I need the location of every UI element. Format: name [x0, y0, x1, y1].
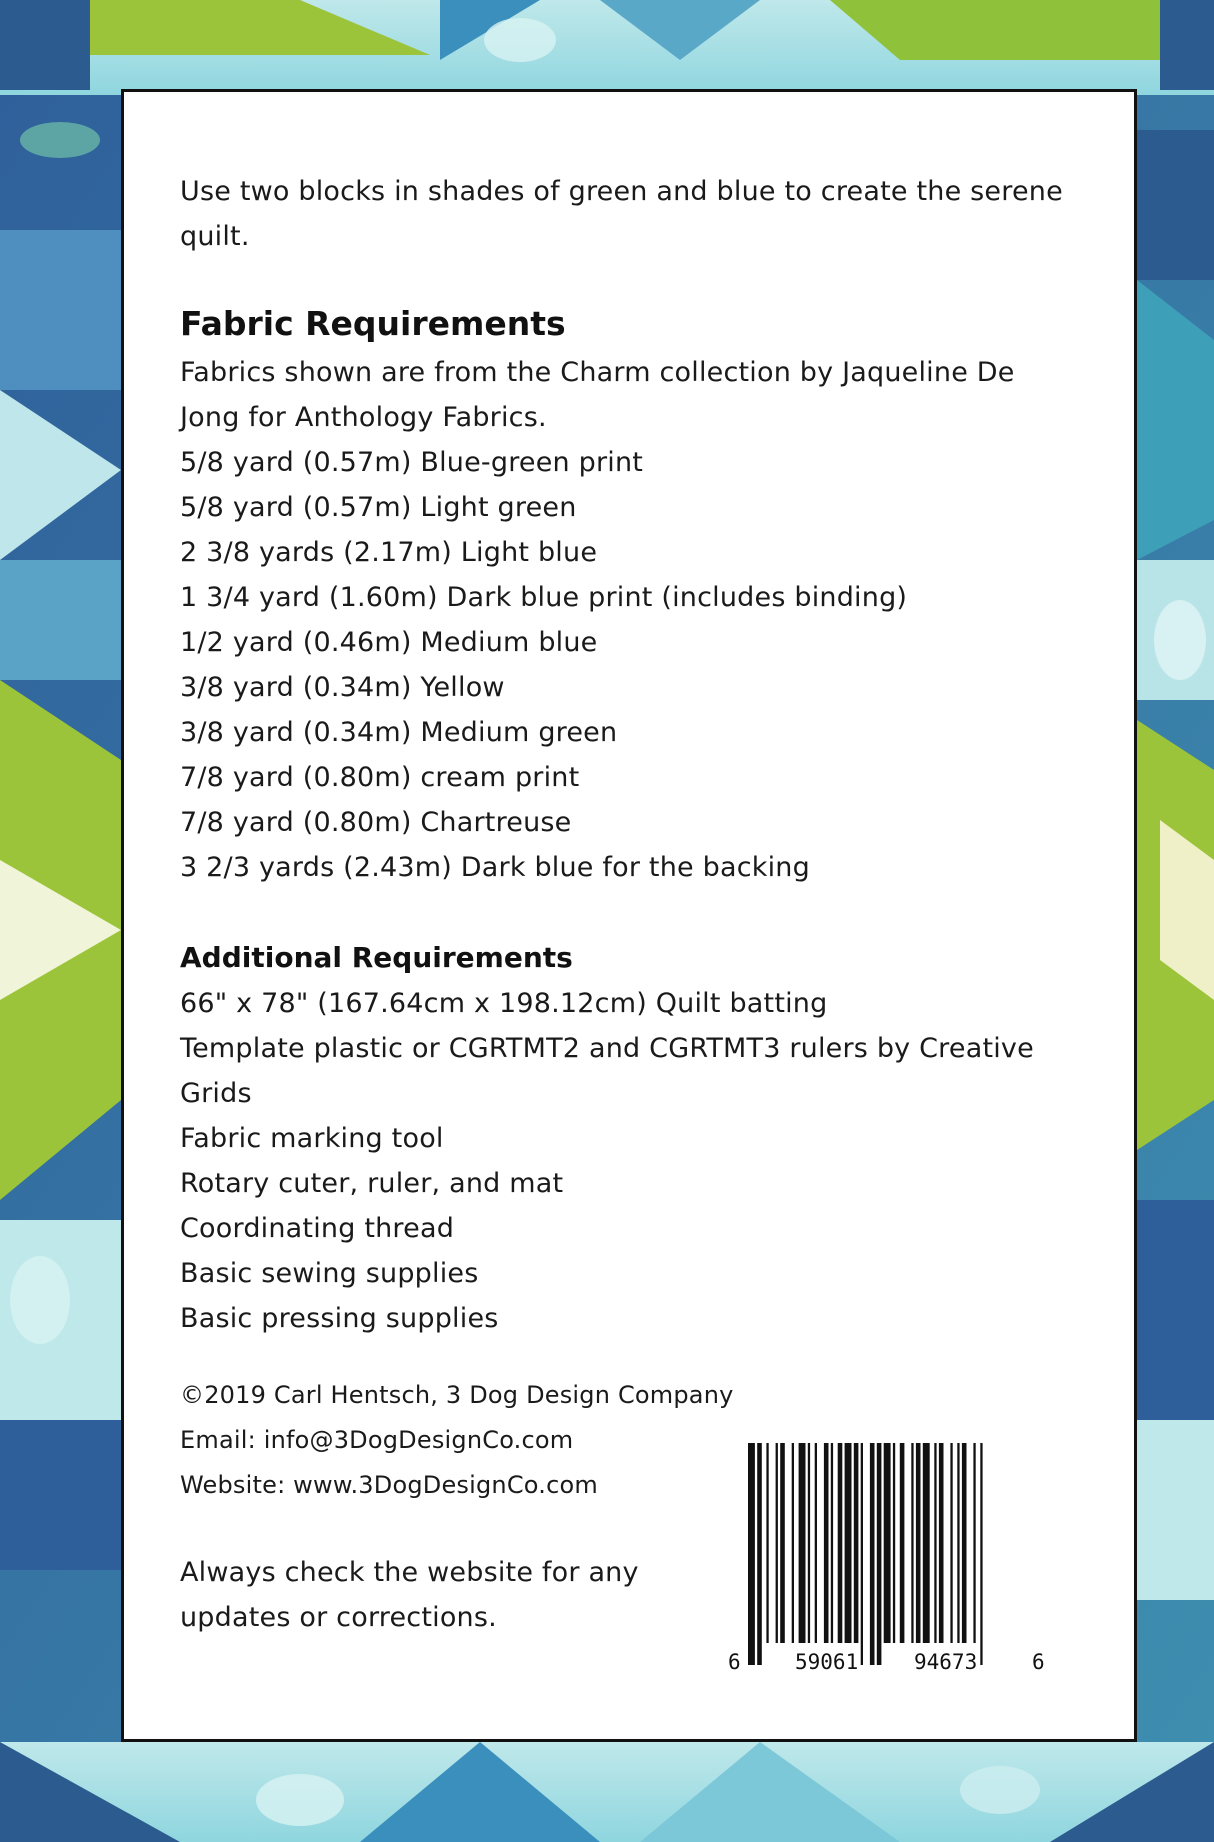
barcode-check-digit: 6: [1032, 1650, 1045, 1674]
fabric-item: 7/8 yard (0.80m) cream print: [180, 762, 580, 793]
barcode-bar: [808, 1443, 810, 1643]
barcode-bar: [884, 1443, 891, 1643]
barcode-bar: [900, 1443, 905, 1643]
additional-item: Basic pressing supplies: [180, 1303, 499, 1334]
fabric-item: 3 2/3 yards (2.43m) Dark blue for the backing: [180, 852, 810, 883]
intro-line-1: Use two blocks in shades of green and blue to create the serene: [180, 176, 1063, 207]
fabric-item: 5/8 yard (0.57m) Blue-green print: [180, 447, 644, 478]
barcode-bar: [748, 1443, 755, 1665]
barcode-bar: [854, 1443, 859, 1643]
barcode-bar: [893, 1443, 895, 1643]
fabric-item: 1/2 yard (0.46m) Medium blue: [180, 627, 598, 658]
additional-item: Coordinating thread: [180, 1213, 455, 1244]
barcode-left-group: 59061: [795, 1650, 859, 1674]
additional-item: Grids: [180, 1078, 252, 1109]
barcode-bar: [766, 1443, 768, 1643]
barcode-bar: [939, 1443, 944, 1643]
barcode-bar: [957, 1443, 959, 1643]
fabric-description-line-1: Fabrics shown are from the Charm collection by Jaqueline De: [180, 357, 1015, 388]
fabric-item: 7/8 yard (0.80m) Chartreuse: [180, 807, 572, 838]
barcode-bar: [916, 1443, 921, 1643]
barcode-bar: [911, 1443, 913, 1643]
barcode-bar: [877, 1443, 882, 1665]
email-text: Email: info@3DogDesignCo.com: [180, 1426, 574, 1454]
fabric-item: 1 3/4 yard (1.60m) Dark blue print (includes binding): [180, 582, 908, 613]
barcode-bar: [757, 1443, 762, 1665]
fabric-item: 3/8 yard (0.34m) Yellow: [180, 672, 505, 703]
barcode: [728, 1443, 1045, 1674]
fabric-description-line-2: Jong for Anthology Fabrics.: [180, 402, 547, 433]
additional-requirements-heading: Additional Requirements: [180, 941, 573, 974]
barcode-bar: [980, 1443, 982, 1665]
barcode-bar: [870, 1443, 875, 1665]
barcode-bar: [799, 1443, 806, 1643]
barcode-right-group: 94673: [914, 1650, 978, 1674]
barcode-bar: [780, 1443, 785, 1643]
additional-item: Basic sewing supplies: [180, 1258, 479, 1289]
barcode-bar: [815, 1443, 817, 1643]
barcode-bars: [748, 1443, 983, 1665]
barcode-bar: [861, 1443, 863, 1665]
barcode-bar: [776, 1443, 778, 1643]
website-text: Website: www.3DogDesignCo.com: [180, 1471, 598, 1499]
barcode-bar: [923, 1443, 930, 1643]
barcode-bar: [792, 1443, 794, 1643]
fabric-item: 2 3/8 yards (2.17m) Light blue: [180, 537, 598, 568]
barcode-bar: [824, 1443, 829, 1643]
website-note-line-2: updates or corrections.: [180, 1602, 497, 1633]
barcode-bar: [838, 1443, 843, 1643]
barcode-bar: [973, 1443, 975, 1643]
fabric-requirements-heading: Fabric Requirements: [180, 304, 566, 343]
additional-item: Template plastic or CGRTMT2 and CGRTMT3 rulers by Creative: [180, 1033, 1034, 1064]
barcode-first-digit: 6: [728, 1650, 741, 1674]
copyright-text: ©2019 Carl Hentsch, 3 Dog Design Company: [180, 1381, 734, 1409]
barcode-bar: [845, 1443, 852, 1643]
barcode-bar: [962, 1443, 967, 1643]
additional-item: Rotary cuter, ruler, and mat: [180, 1168, 564, 1199]
fabric-item: 5/8 yard (0.57m) Light green: [180, 492, 577, 523]
additional-item: 66" x 78" (167.64cm x 198.12cm) Quilt batting: [180, 988, 828, 1019]
fabric-item: 3/8 yard (0.34m) Medium green: [180, 717, 618, 748]
barcode-bar: [831, 1443, 833, 1643]
barcode-bar: [950, 1443, 952, 1643]
intro-line-2: quilt.: [180, 221, 250, 252]
website-note-line-1: Always check the website for any: [180, 1557, 639, 1588]
additional-item: Fabric marking tool: [180, 1123, 444, 1154]
barcode-bar: [934, 1443, 936, 1643]
